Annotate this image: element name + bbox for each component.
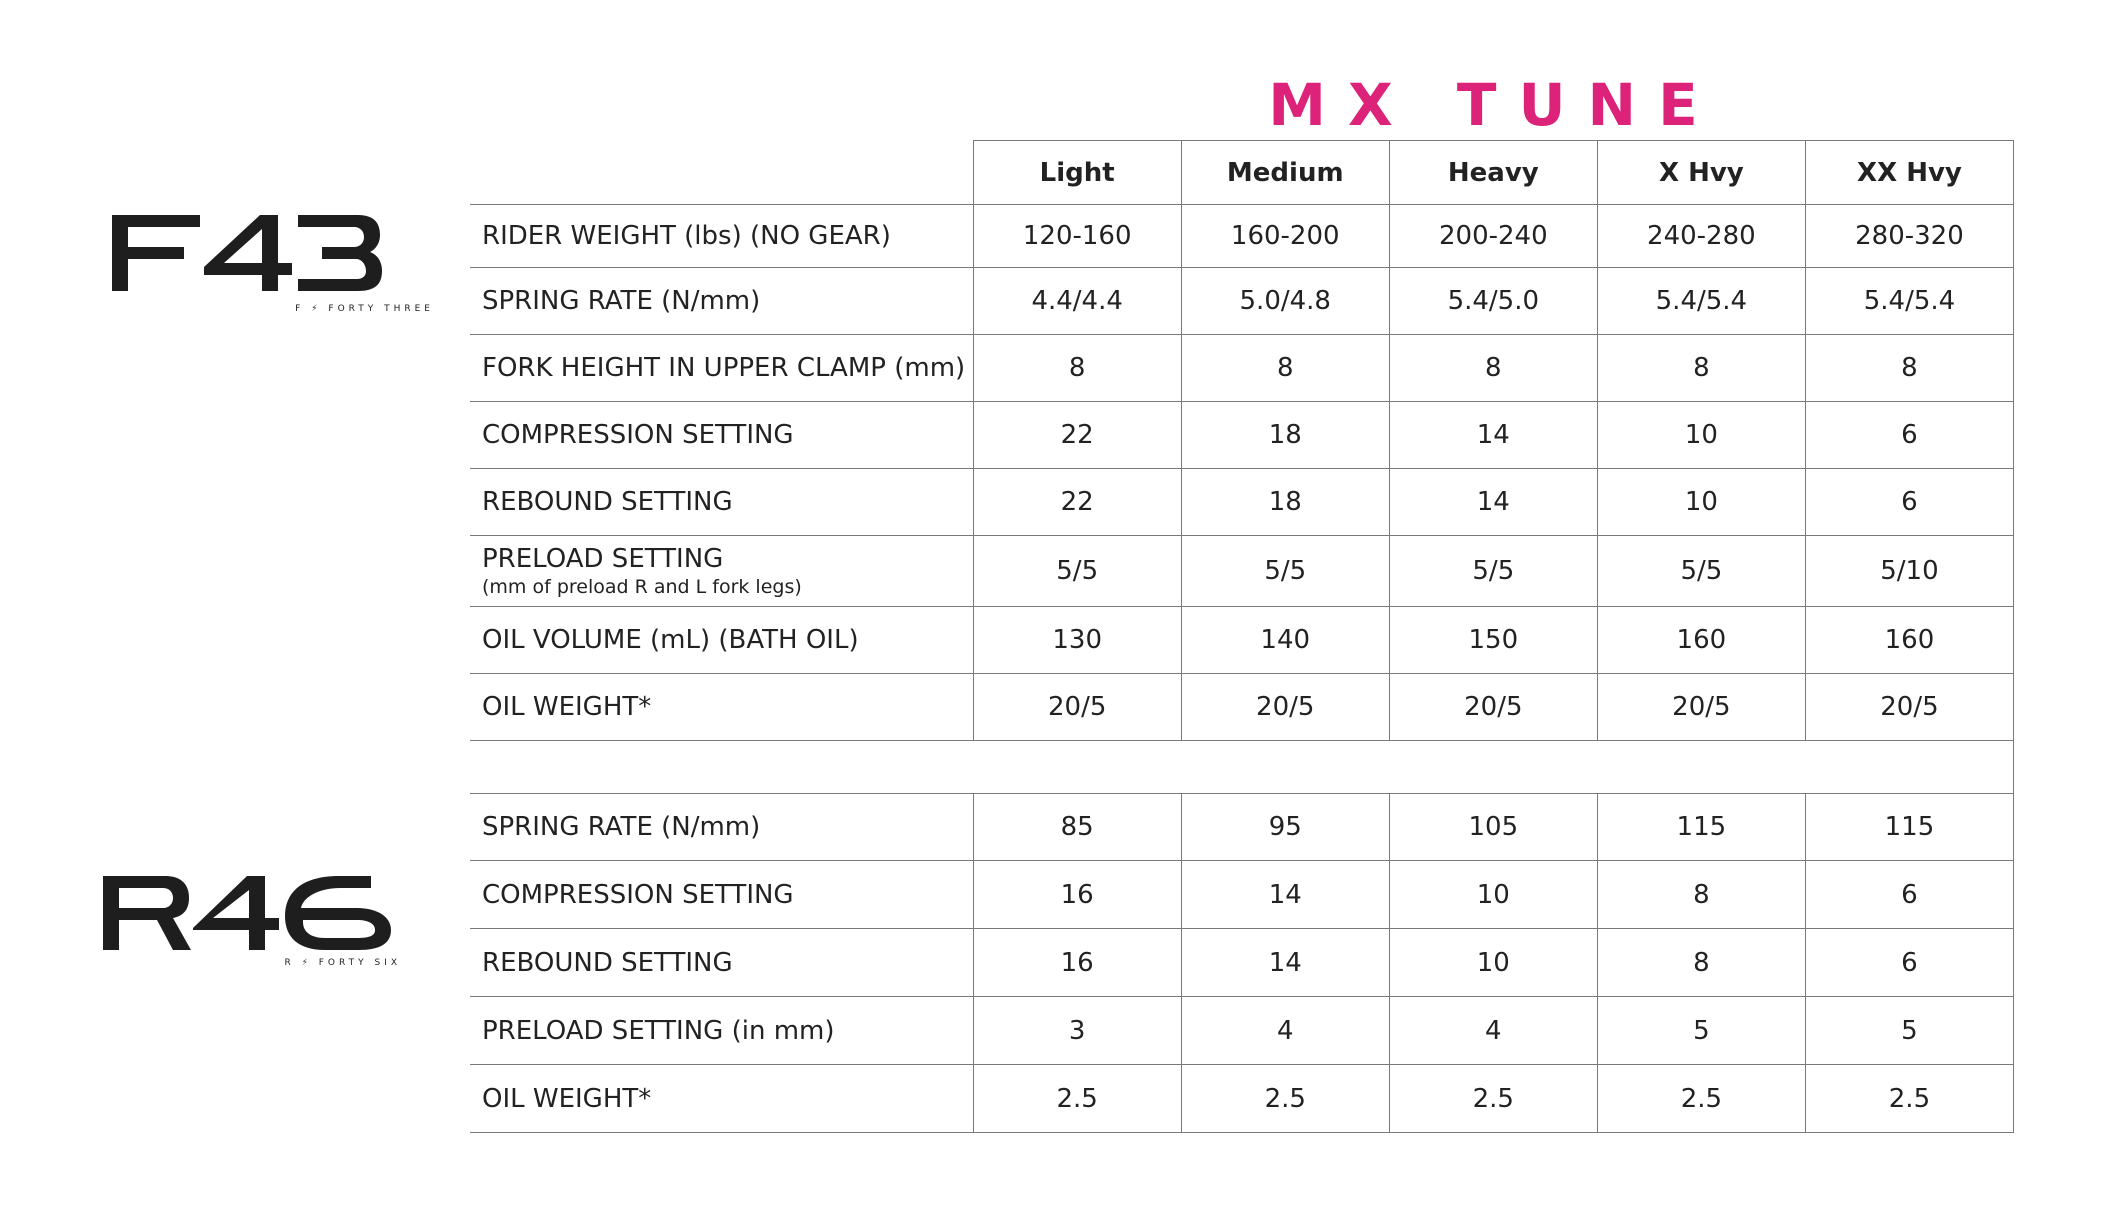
- row-label: REBOUND SETTING: [470, 929, 973, 997]
- section-spacer-cell: [470, 741, 2014, 794]
- row-label-sublabel: (mm of preload R and L fork legs): [482, 576, 802, 598]
- cell-value: 14: [1389, 402, 1597, 469]
- row-label: SPRING RATE (N/mm): [470, 794, 973, 861]
- cell-value: 140: [1181, 607, 1389, 674]
- cell-value: 130: [973, 607, 1181, 674]
- mx-tune-table: [470, 140, 2014, 1133]
- cell-value: 5.4/5.4: [1805, 268, 2013, 335]
- cell-value: 8: [1805, 335, 2013, 402]
- cell-value: 150: [1389, 607, 1597, 674]
- cell-value: 6: [1805, 469, 2013, 536]
- row-label: REBOUND SETTING: [470, 469, 973, 536]
- row-label: COMPRESSION SETTING: [470, 402, 973, 469]
- fork-section: [470, 205, 2014, 794]
- row-label: OIL WEIGHT*: [470, 674, 973, 741]
- cell-value: 18: [1181, 402, 1389, 469]
- cell-value: 5: [1805, 997, 2013, 1065]
- cell-value: 14: [1181, 861, 1389, 929]
- table-row: [470, 335, 2014, 402]
- cell-value: 120-160: [973, 205, 1181, 268]
- cell-value: 18: [1181, 469, 1389, 536]
- cell-value: 20/5: [1597, 674, 1805, 741]
- cell-value: 2.5: [1389, 1065, 1597, 1133]
- cell-value: 4.4/4.4: [973, 268, 1181, 335]
- cell-value: 160-200: [1181, 205, 1389, 268]
- table-row: [470, 205, 2014, 268]
- cell-value: 10: [1597, 402, 1805, 469]
- table-row: [470, 1065, 2014, 1133]
- section-spacer-row: [470, 741, 2014, 794]
- cell-value: 20/5: [973, 674, 1181, 741]
- table-row: [470, 997, 2014, 1065]
- cell-value: 115: [1597, 794, 1805, 861]
- table-row: [470, 929, 2014, 997]
- cell-value: 105: [1389, 794, 1597, 861]
- cell-value: 95: [1181, 794, 1389, 861]
- cell-value: 8: [1597, 861, 1805, 929]
- cell-value: 3: [973, 997, 1181, 1065]
- cell-value: 5: [1597, 997, 1805, 1065]
- cell-value: 16: [973, 929, 1181, 997]
- cell-value: 5/5: [973, 536, 1181, 607]
- table-row: [470, 536, 2014, 607]
- cell-value: 6: [1805, 929, 2013, 997]
- cell-value: 280-320: [1805, 205, 2013, 268]
- cell-value: 2.5: [973, 1065, 1181, 1133]
- cell-value: 5/10: [1805, 536, 2013, 607]
- cell-value: 8: [1181, 335, 1389, 402]
- r46-logo-subtitle: R ⚡ FORTY SIX: [284, 958, 401, 968]
- cell-value: 20/5: [1181, 674, 1389, 741]
- column-header-xx-hvy: XX Hvy: [1805, 141, 2013, 205]
- cell-value: 5.0/4.8: [1181, 268, 1389, 335]
- table-row: [470, 268, 2014, 335]
- cell-value: 6: [1805, 861, 2013, 929]
- table-row: [470, 469, 2014, 536]
- cell-value: 4: [1181, 997, 1389, 1065]
- cell-value: 160: [1597, 607, 1805, 674]
- cell-value: 14: [1181, 929, 1389, 997]
- column-header-medium: Medium: [1181, 141, 1389, 205]
- row-label: [470, 536, 973, 607]
- cell-value: 20/5: [1389, 674, 1597, 741]
- cell-value: 240-280: [1597, 205, 1805, 268]
- cell-value: 160: [1805, 607, 2013, 674]
- cell-value: 2.5: [1805, 1065, 2013, 1133]
- f43-logo: [112, 205, 436, 317]
- cell-value: 14: [1389, 469, 1597, 536]
- table-row: [470, 861, 2014, 929]
- cell-value: 5/5: [1389, 536, 1597, 607]
- cell-value: 10: [1597, 469, 1805, 536]
- shock-section: [470, 794, 2014, 1133]
- cell-value: 10: [1389, 929, 1597, 997]
- cell-value: 2.5: [1181, 1065, 1389, 1133]
- row-label: SPRING RATE (N/mm): [470, 268, 973, 335]
- cell-value: 16: [973, 861, 1181, 929]
- row-label: COMPRESSION SETTING: [470, 861, 973, 929]
- cell-value: 2.5: [1597, 1065, 1805, 1133]
- r46-logo: [103, 868, 403, 970]
- row-label: PRELOAD SETTING (in mm): [470, 997, 973, 1065]
- row-label: OIL VOLUME (mL) (BATH OIL): [470, 607, 973, 674]
- cell-value: 5/5: [1597, 536, 1805, 607]
- cell-value: 8: [1597, 929, 1805, 997]
- page-title: MX TUNE: [1268, 71, 1720, 139]
- cell-value: 115: [1805, 794, 2013, 861]
- cell-value: 8: [1389, 335, 1597, 402]
- cell-value: 10: [1389, 861, 1597, 929]
- cell-value: 22: [973, 469, 1181, 536]
- cell-value: 8: [973, 335, 1181, 402]
- table-row: [470, 607, 2014, 674]
- cell-value: 5.4/5.4: [1597, 268, 1805, 335]
- row-label: RIDER WEIGHT (lbs) (NO GEAR): [470, 205, 973, 268]
- cell-value: 22: [973, 402, 1181, 469]
- cell-value: 6: [1805, 402, 2013, 469]
- cell-value: 5/5: [1181, 536, 1389, 607]
- column-header-light: Light: [973, 141, 1181, 205]
- table-row: [470, 794, 2014, 861]
- header-blank-cell: [470, 141, 973, 205]
- table-row: [470, 674, 2014, 741]
- table-row: [470, 402, 2014, 469]
- column-header-row: [470, 141, 2014, 205]
- cell-value: 8: [1597, 335, 1805, 402]
- cell-value: 20/5: [1805, 674, 2013, 741]
- cell-value: 5.4/5.0: [1389, 268, 1597, 335]
- cell-value: 200-240: [1389, 205, 1597, 268]
- column-header-heavy: Heavy: [1389, 141, 1597, 205]
- row-label: OIL WEIGHT*: [470, 1065, 973, 1133]
- cell-value: 4: [1389, 997, 1597, 1065]
- f43-logo-subtitle: F ⚡ FORTY THREE: [295, 304, 434, 314]
- cell-value: 85: [973, 794, 1181, 861]
- column-header-x-hvy: X Hvy: [1597, 141, 1805, 205]
- row-label: FORK HEIGHT IN UPPER CLAMP (mm): [470, 335, 973, 402]
- row-label-main: PRELOAD SETTING: [482, 544, 724, 574]
